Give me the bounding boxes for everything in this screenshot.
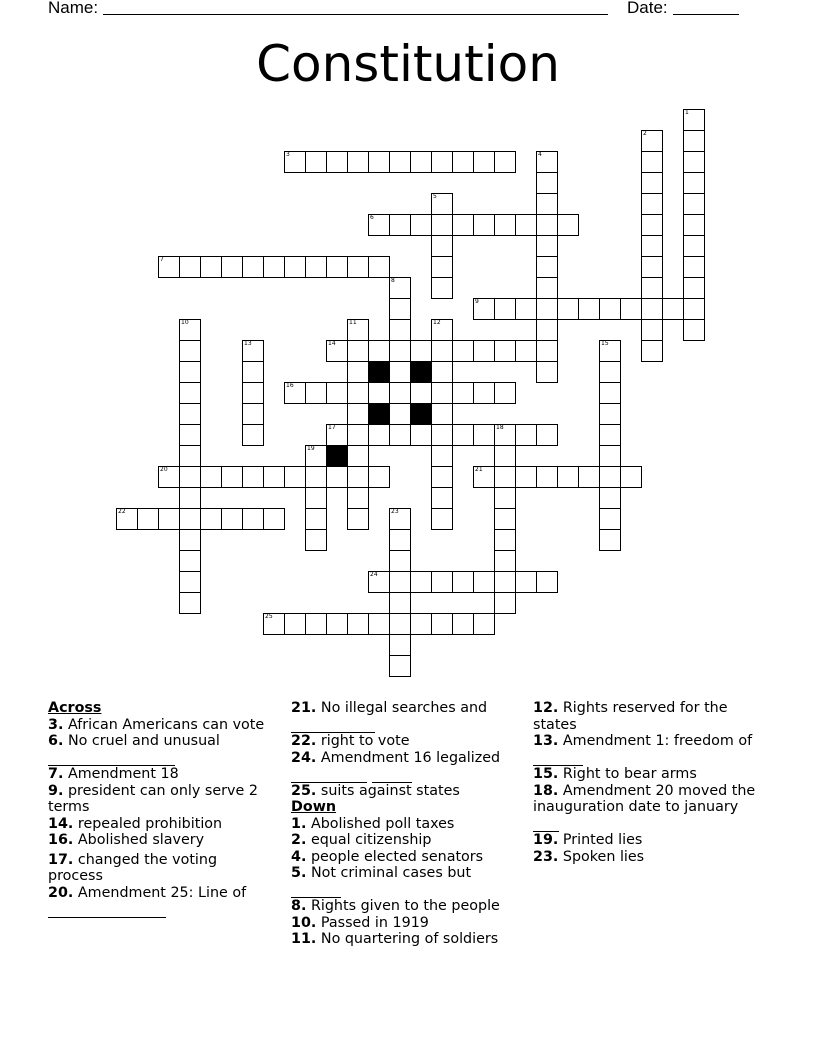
- grid-cell[interactable]: [347, 445, 369, 467]
- grid-cell[interactable]: [389, 382, 411, 404]
- clue-across-7: 7. Amendment 18: [48, 766, 179, 782]
- grid-cell[interactable]: [599, 529, 621, 551]
- grid-cell[interactable]: [431, 361, 453, 383]
- clue-number: 13: [244, 340, 252, 347]
- grid-cell[interactable]: [452, 424, 474, 446]
- grid-cell[interactable]: [242, 466, 264, 488]
- grid-cell[interactable]: [200, 466, 222, 488]
- grid-cell[interactable]: [368, 256, 390, 278]
- grid-cell[interactable]: [641, 172, 663, 194]
- grid-cell[interactable]: [305, 445, 327, 467]
- grid-cell[interactable]: [683, 319, 705, 341]
- grid-cell[interactable]: [284, 256, 306, 278]
- grid-cell[interactable]: [389, 214, 411, 236]
- grid-cell[interactable]: [347, 151, 369, 173]
- grid-cell[interactable]: [452, 613, 474, 635]
- grid-cell[interactable]: [389, 424, 411, 446]
- grid-cell[interactable]: [473, 466, 495, 488]
- grid-cell[interactable]: [389, 403, 411, 425]
- grid-cell[interactable]: [683, 277, 705, 299]
- grid-cell[interactable]: [473, 214, 495, 236]
- grid-cell[interactable]: [641, 235, 663, 257]
- grid-cell[interactable]: [179, 319, 201, 341]
- grid-cell[interactable]: [683, 130, 705, 152]
- grid-cell[interactable]: [473, 613, 495, 635]
- clue-down-12: 12. Rights reserved for the states: [533, 700, 728, 733]
- grid-cell[interactable]: [683, 256, 705, 278]
- grid-cell[interactable]: [494, 445, 516, 467]
- grid-cell[interactable]: [599, 403, 621, 425]
- clue-across-20: 20. Amendment 25: Line of: [48, 885, 273, 918]
- clue-down-13: 13. Amendment 1: freedom of: [533, 733, 758, 766]
- grid-cell[interactable]: [179, 487, 201, 509]
- grid-cell[interactable]: [242, 424, 264, 446]
- clue-number: 1: [685, 109, 689, 116]
- clue-down-8: 8. Rights given to the people: [291, 898, 500, 914]
- clue-number: 21: [475, 466, 483, 473]
- grid-cell[interactable]: [599, 382, 621, 404]
- grid-cell[interactable]: [305, 613, 327, 635]
- clue-down-23: 23. Spoken lies: [533, 848, 645, 865]
- grid-cell[interactable]: [473, 424, 495, 446]
- clue-number: 3: [286, 151, 290, 158]
- black-square: [410, 403, 432, 425]
- grid-cell[interactable]: [431, 235, 453, 257]
- grid-cell[interactable]: [326, 613, 348, 635]
- grid-cell[interactable]: [494, 466, 516, 488]
- grid-cell[interactable]: [641, 130, 663, 152]
- grid-cell[interactable]: [389, 571, 411, 593]
- grid-cell[interactable]: [242, 382, 264, 404]
- clue-across-21: 21. No illegal searches and: [291, 700, 516, 733]
- clue-number: 9: [475, 298, 479, 305]
- clue-across-16: 16. Abolished slavery: [48, 832, 205, 848]
- grid-cell[interactable]: [389, 508, 411, 530]
- grid-cell[interactable]: [326, 382, 348, 404]
- grid-cell[interactable]: [347, 319, 369, 341]
- grid-cell[interactable]: [431, 340, 453, 362]
- grid-cell[interactable]: [347, 487, 369, 509]
- grid-cell[interactable]: [242, 340, 264, 362]
- clue-number: 18: [496, 424, 504, 431]
- clue-column-1: [48, 700, 273, 918]
- grid-cell[interactable]: [536, 298, 558, 320]
- black-square: [368, 403, 390, 425]
- grid-cell[interactable]: [431, 424, 453, 446]
- clue-down-18: 18. Amendment 20 moved the inauguration date to january: [533, 783, 758, 833]
- grid-cell[interactable]: [641, 256, 663, 278]
- grid-cell[interactable]: [431, 403, 453, 425]
- grid-cell[interactable]: [242, 256, 264, 278]
- grid-cell[interactable]: [536, 277, 558, 299]
- grid-cell[interactable]: [347, 403, 369, 425]
- grid-cell[interactable]: [515, 424, 537, 446]
- grid-cell[interactable]: [221, 466, 243, 488]
- grid-cell[interactable]: [599, 361, 621, 383]
- grid-cell[interactable]: [431, 319, 453, 341]
- grid-cell[interactable]: [536, 361, 558, 383]
- clue-number: 25: [265, 613, 273, 620]
- grid-cell[interactable]: [326, 466, 348, 488]
- grid-cell[interactable]: [683, 151, 705, 173]
- grid-cell[interactable]: [431, 151, 453, 173]
- grid-cell[interactable]: [263, 466, 285, 488]
- clue-across-6: 6. No cruel and unusual: [48, 733, 273, 766]
- grid-cell[interactable]: [410, 571, 432, 593]
- grid-cell[interactable]: [683, 235, 705, 257]
- grid-cell[interactable]: [410, 340, 432, 362]
- grid-cell[interactable]: [200, 508, 222, 530]
- grid-cell[interactable]: [515, 340, 537, 362]
- grid-cell[interactable]: [179, 550, 201, 572]
- clue-down-4: 4. people elected senators: [291, 848, 484, 865]
- page-title: Constitution: [256, 35, 560, 93]
- clue-number: 8: [391, 277, 395, 284]
- grid-cell[interactable]: [494, 298, 516, 320]
- grid-cell[interactable]: [641, 214, 663, 236]
- grid-cell[interactable]: [431, 571, 453, 593]
- grid-cell[interactable]: [515, 466, 537, 488]
- grid-cell[interactable]: [599, 424, 621, 446]
- clue-number: 15: [601, 340, 609, 347]
- grid-cell[interactable]: [494, 550, 516, 572]
- grid-cell[interactable]: [410, 424, 432, 446]
- grid-cell[interactable]: [368, 613, 390, 635]
- grid-cell[interactable]: [536, 235, 558, 257]
- grid-cell[interactable]: [389, 151, 411, 173]
- grid-cell[interactable]: [179, 340, 201, 362]
- grid-cell[interactable]: [641, 151, 663, 173]
- grid-cell[interactable]: [683, 172, 705, 194]
- date-label: Date:: [627, 0, 668, 17]
- grid-cell[interactable]: [452, 340, 474, 362]
- grid-cell[interactable]: [389, 613, 411, 635]
- grid-cell[interactable]: [431, 445, 453, 467]
- grid-cell[interactable]: [452, 214, 474, 236]
- clue-column-2: [291, 700, 516, 948]
- grid-cell[interactable]: [494, 382, 516, 404]
- grid-cell[interactable]: [347, 382, 369, 404]
- grid-cell[interactable]: [284, 613, 306, 635]
- clue-across-17: 17. changed the voting process: [48, 851, 218, 884]
- grid-cell[interactable]: [347, 466, 369, 488]
- grid-cell[interactable]: [326, 151, 348, 173]
- grid-cell[interactable]: [494, 151, 516, 173]
- grid-cell[interactable]: [242, 508, 264, 530]
- grid-cell[interactable]: [494, 571, 516, 593]
- grid-cell[interactable]: [452, 151, 474, 173]
- clue-across-14: 14. repealed prohibition: [48, 815, 223, 832]
- grid-cell[interactable]: [305, 487, 327, 509]
- grid-cell[interactable]: [494, 487, 516, 509]
- grid-cell[interactable]: [347, 361, 369, 383]
- grid-cell[interactable]: [263, 256, 285, 278]
- clue-down-5: 5. Not criminal cases but: [291, 865, 516, 898]
- grid-cell[interactable]: [536, 256, 558, 278]
- grid-cell[interactable]: [347, 424, 369, 446]
- clue-number: 2: [643, 130, 647, 137]
- grid-cell[interactable]: [473, 340, 495, 362]
- clue-number: 24: [370, 571, 378, 578]
- name-label: Name:: [48, 0, 99, 17]
- grid-cell[interactable]: [494, 424, 516, 446]
- clue-column-3: [533, 700, 758, 865]
- grid-cell[interactable]: [305, 508, 327, 530]
- grid-cell[interactable]: [641, 319, 663, 341]
- grid-cell[interactable]: [263, 613, 285, 635]
- grid-cell[interactable]: [494, 592, 516, 614]
- grid-cell[interactable]: [389, 529, 411, 551]
- grid-cell[interactable]: [620, 466, 642, 488]
- grid-cell[interactable]: [431, 382, 453, 404]
- grid-cell[interactable]: [200, 256, 222, 278]
- grid-cell[interactable]: [284, 151, 306, 173]
- clue-down-1: 1. Abolished poll taxes: [291, 815, 455, 832]
- grid-cell[interactable]: [389, 319, 411, 341]
- clue-down-11: 11. No quartering of soldiers: [291, 931, 499, 947]
- grid-cell[interactable]: [599, 445, 621, 467]
- clue-number: 12: [433, 319, 441, 326]
- clue-across-22: 22. right to vote: [291, 733, 410, 749]
- grid-cell[interactable]: [557, 466, 579, 488]
- grid-cell[interactable]: [578, 298, 600, 320]
- clue-across-24: 24. Amendment 16 legalized: [291, 750, 516, 783]
- clue-number: 20: [160, 466, 168, 473]
- clue-number: 5: [433, 193, 437, 200]
- grid-cell[interactable]: [683, 298, 705, 320]
- black-square: [326, 445, 348, 467]
- clue-down-2: 2. equal citizenship: [291, 832, 432, 848]
- grid-cell[interactable]: [158, 508, 180, 530]
- grid-cell[interactable]: [536, 319, 558, 341]
- grid-cell[interactable]: [473, 151, 495, 173]
- grid-cell[interactable]: [179, 592, 201, 614]
- grid-cell[interactable]: [494, 340, 516, 362]
- clue-number: 7: [160, 256, 164, 263]
- grid-cell[interactable]: [368, 151, 390, 173]
- grid-cell[interactable]: [410, 382, 432, 404]
- grid-cell[interactable]: [536, 466, 558, 488]
- grid-cell[interactable]: [599, 340, 621, 362]
- grid-cell[interactable]: [536, 340, 558, 362]
- grid-cell[interactable]: [641, 340, 663, 362]
- grid-cell[interactable]: [347, 508, 369, 530]
- grid-cell[interactable]: [431, 214, 453, 236]
- down-heading: Down: [291, 799, 337, 815]
- grid-cell[interactable]: [683, 109, 705, 131]
- clue-down-15: 15. Right to bear arms: [533, 766, 697, 782]
- grid-cell[interactable]: [494, 214, 516, 236]
- grid-cell[interactable]: [431, 256, 453, 278]
- grid-cell[interactable]: [347, 340, 369, 362]
- grid-cell[interactable]: [431, 613, 453, 635]
- grid-cell[interactable]: [389, 277, 411, 299]
- grid-cell[interactable]: [620, 298, 642, 320]
- grid-cell[interactable]: [179, 424, 201, 446]
- clue-across-25: 25. suits against states: [291, 782, 460, 799]
- grid-cell[interactable]: [389, 340, 411, 362]
- grid-cell[interactable]: [305, 256, 327, 278]
- clue-number: 19: [307, 445, 315, 452]
- grid-cell[interactable]: [305, 466, 327, 488]
- grid-cell[interactable]: [599, 508, 621, 530]
- grid-cell[interactable]: [431, 277, 453, 299]
- clue-number: 14: [328, 340, 336, 347]
- grid-cell[interactable]: [347, 613, 369, 635]
- grid-cell[interactable]: [557, 214, 579, 236]
- grid-cell[interactable]: [284, 382, 306, 404]
- grid-cell[interactable]: [410, 214, 432, 236]
- grid-cell[interactable]: [347, 256, 369, 278]
- clue-number: 6: [370, 214, 374, 221]
- grid-cell[interactable]: [641, 277, 663, 299]
- grid-cell[interactable]: [368, 571, 390, 593]
- grid-cell[interactable]: [263, 508, 285, 530]
- grid-cell[interactable]: [221, 508, 243, 530]
- grid-cell[interactable]: [536, 424, 558, 446]
- clue-number: 17: [328, 424, 336, 431]
- grid-cell[interactable]: [389, 298, 411, 320]
- grid-cell[interactable]: [389, 634, 411, 656]
- grid-cell[interactable]: [179, 571, 201, 593]
- grid-cell[interactable]: [473, 571, 495, 593]
- grid-cell[interactable]: [389, 361, 411, 383]
- grid-cell[interactable]: [431, 466, 453, 488]
- grid-cell[interactable]: [494, 508, 516, 530]
- clue-number: 10: [181, 319, 189, 326]
- grid-cell[interactable]: [368, 466, 390, 488]
- grid-cell[interactable]: [473, 298, 495, 320]
- grid-cell[interactable]: [389, 592, 411, 614]
- grid-cell[interactable]: [179, 445, 201, 467]
- grid-cell[interactable]: [452, 382, 474, 404]
- clue-number: 11: [349, 319, 357, 326]
- grid-cell[interactable]: [368, 340, 390, 362]
- grid-cell[interactable]: [641, 298, 663, 320]
- grid-cell[interactable]: [158, 466, 180, 488]
- grid-cell[interactable]: [242, 361, 264, 383]
- grid-cell[interactable]: [599, 298, 621, 320]
- grid-cell[interactable]: [515, 571, 537, 593]
- black-square: [410, 361, 432, 383]
- grid-cell[interactable]: [431, 193, 453, 215]
- clue-across-9: 9. president can only serve 2 terms: [48, 782, 258, 815]
- grid-cell[interactable]: [557, 298, 579, 320]
- grid-cell[interactable]: [305, 151, 327, 173]
- clue-number: 22: [118, 508, 126, 515]
- grid-cell[interactable]: [179, 361, 201, 383]
- grid-cell[interactable]: [641, 193, 663, 215]
- grid-cell[interactable]: [536, 571, 558, 593]
- grid-cell[interactable]: [179, 403, 201, 425]
- grid-cell[interactable]: [158, 256, 180, 278]
- grid-cell[interactable]: [305, 529, 327, 551]
- grid-cell[interactable]: [137, 508, 159, 530]
- grid-cell[interactable]: [515, 214, 537, 236]
- grid-cell[interactable]: [368, 214, 390, 236]
- grid-cell[interactable]: [368, 424, 390, 446]
- clue-down-19: 19. Printed lies: [533, 832, 643, 848]
- grid-cell[interactable]: [662, 298, 684, 320]
- grid-cell[interactable]: [221, 256, 243, 278]
- clue-number: 4: [538, 151, 542, 158]
- grid-cell[interactable]: [536, 214, 558, 236]
- grid-cell[interactable]: [116, 508, 138, 530]
- grid-cell[interactable]: [410, 151, 432, 173]
- grid-cell[interactable]: [452, 571, 474, 593]
- clue-down-10: 10. Passed in 1919: [291, 914, 429, 931]
- grid-cell[interactable]: [515, 298, 537, 320]
- grid-cell[interactable]: [536, 172, 558, 194]
- grid-cell[interactable]: [473, 382, 495, 404]
- grid-cell[interactable]: [305, 382, 327, 404]
- grid-cell[interactable]: [326, 340, 348, 362]
- grid-cell[interactable]: [683, 214, 705, 236]
- grid-cell[interactable]: [242, 403, 264, 425]
- grid-cell[interactable]: [179, 466, 201, 488]
- grid-cell[interactable]: [389, 550, 411, 572]
- grid-cell[interactable]: [179, 529, 201, 551]
- grid-cell[interactable]: [326, 424, 348, 446]
- grid-cell[interactable]: [578, 466, 600, 488]
- grid-cell[interactable]: [494, 529, 516, 551]
- grid-cell[interactable]: [599, 466, 621, 488]
- grid-cell[interactable]: [179, 256, 201, 278]
- grid-cell[interactable]: [431, 508, 453, 530]
- grid-cell[interactable]: [179, 508, 201, 530]
- clue-number: 23: [391, 508, 399, 515]
- grid-cell[interactable]: [410, 613, 432, 635]
- across-heading: Across: [48, 700, 102, 716]
- grid-cell[interactable]: [536, 151, 558, 173]
- grid-cell[interactable]: [389, 655, 411, 677]
- grid-cell[interactable]: [536, 193, 558, 215]
- grid-cell[interactable]: [431, 487, 453, 509]
- grid-cell[interactable]: [179, 382, 201, 404]
- grid-cell[interactable]: [284, 466, 306, 488]
- grid-cell[interactable]: [599, 487, 621, 509]
- grid-cell[interactable]: [368, 382, 390, 404]
- grid-cell[interactable]: [326, 256, 348, 278]
- grid-cell[interactable]: [683, 193, 705, 215]
- clue-across-3: 3. African Americans can vote: [48, 716, 265, 733]
- clue-number: 16: [286, 382, 294, 389]
- black-square: [368, 361, 390, 383]
